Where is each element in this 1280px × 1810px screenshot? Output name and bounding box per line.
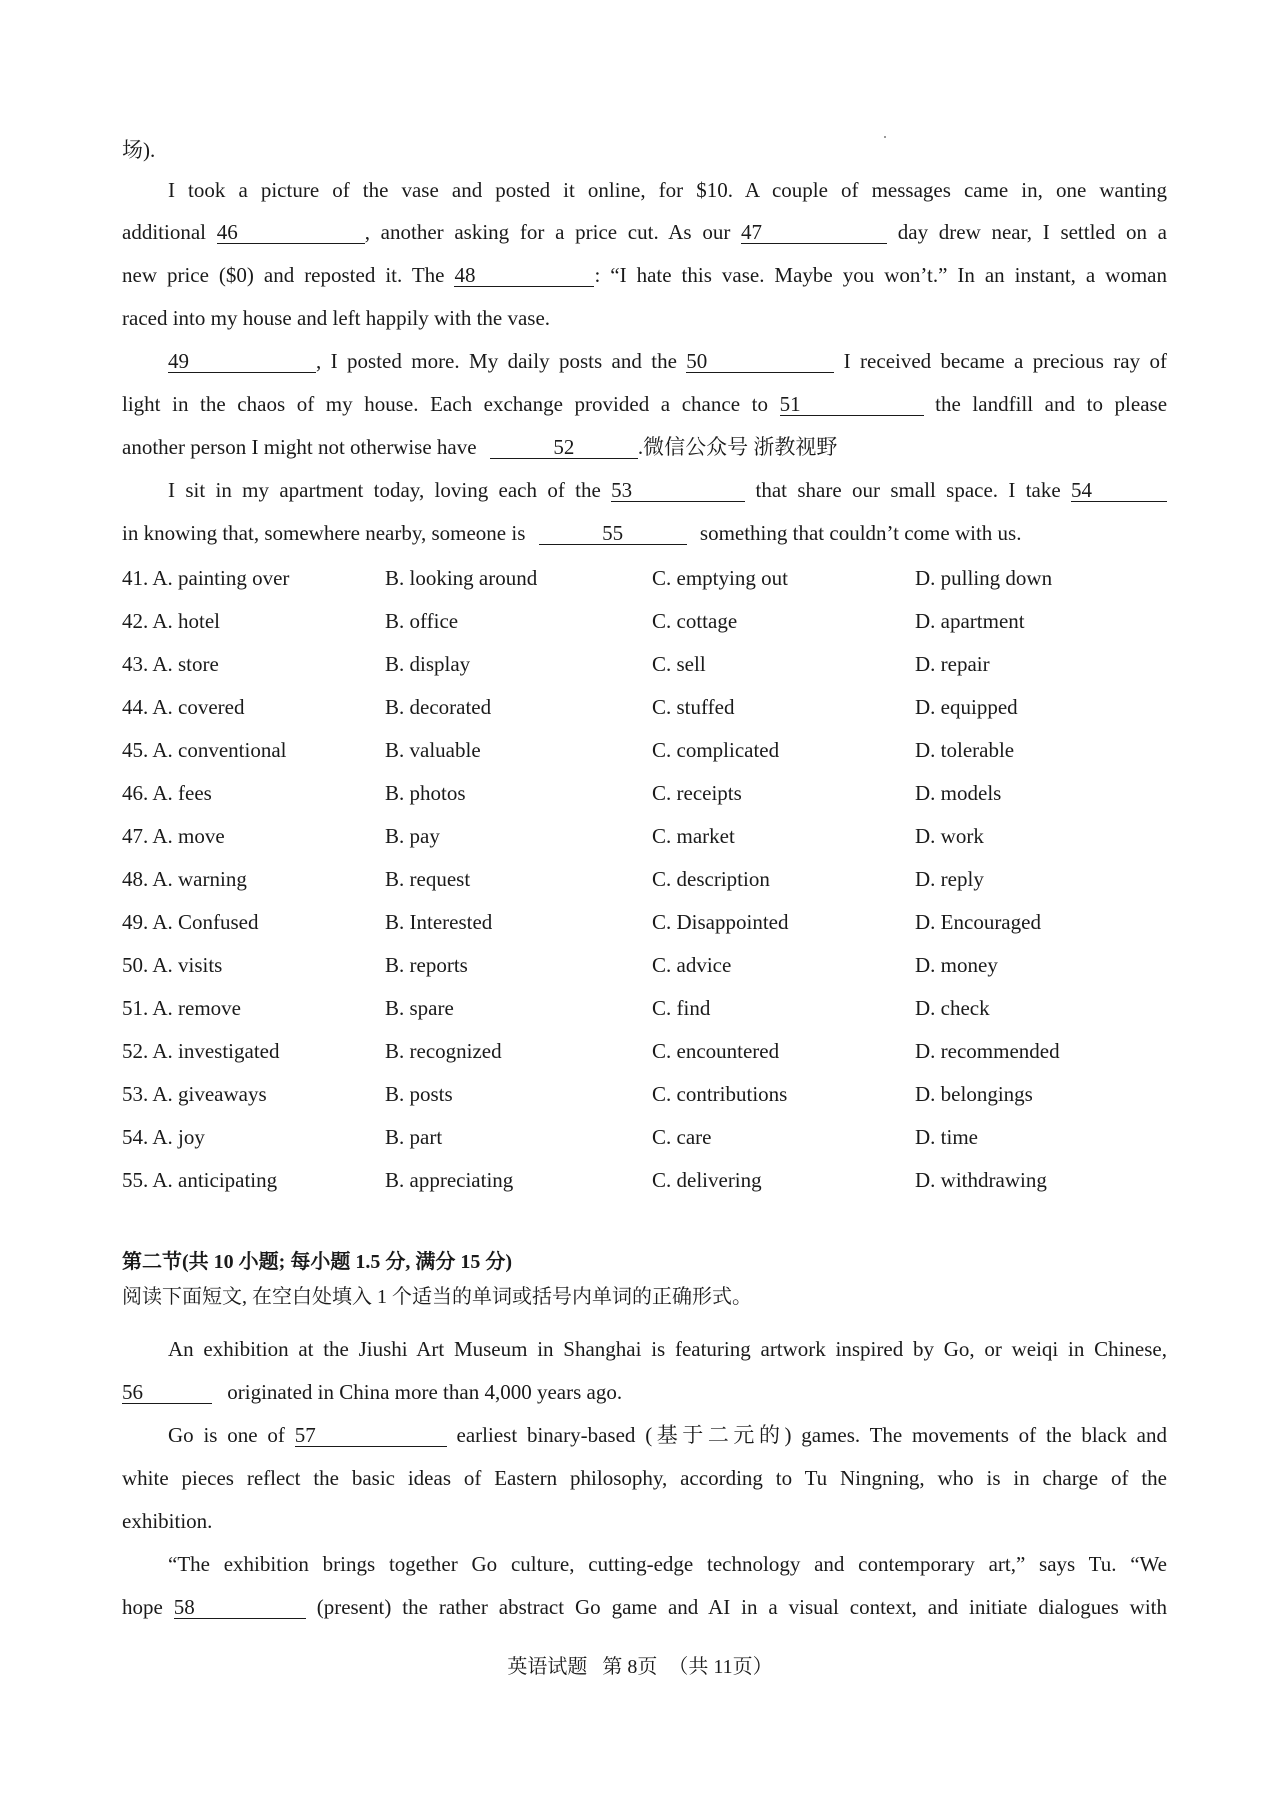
option-a: 48. A. warning (122, 867, 247, 891)
option-c: C. complicated (652, 738, 780, 762)
option-a: 51. A. remove (122, 996, 241, 1020)
option-c: C. find (652, 996, 711, 1020)
option-a: 44. A. covered (122, 695, 245, 719)
paragraph-text: (present) the rather abstract Go game and AI in a visual context, and initiate dialogues with (316, 1595, 1168, 1619)
paragraph-text: An exhibition at the Jiushi Art Museum in Shanghai is featuring artwork inspired by Go, or weiqi in Chinese, (168, 1337, 1167, 1361)
option-b: B. reports (385, 953, 468, 977)
option-c: C. stuffed (652, 695, 735, 719)
option-d: D. repair (915, 652, 990, 676)
watermark-text: .微信公众号 浙教视野 (637, 435, 838, 459)
option-d: D. check (915, 996, 990, 1020)
section-instruction: 阅读下面短文, 在空白处填入 1 个适当的单词或括号内单词的正确形式。 (122, 1286, 752, 1308)
paragraph-text: exhibition. (122, 1509, 213, 1533)
question-48 (122, 865, 1222, 893)
option-c: C. care (652, 1125, 712, 1149)
option-b: B. recognized (385, 1039, 502, 1063)
paragraph-text: that share our small space. I take (755, 478, 1061, 502)
blank-47: 47 (741, 221, 887, 244)
option-c: C. cottage (652, 609, 738, 633)
option-d: D. tolerable (915, 738, 1015, 762)
option-a: 41. A. painting over (122, 566, 290, 590)
option-a: 42. A. hotel (122, 609, 220, 633)
option-c: C. contributions (652, 1082, 788, 1106)
option-b: B. decorated (385, 695, 492, 719)
blank-58: 58 (174, 1596, 306, 1619)
blank-49: 49 (168, 350, 316, 373)
question-43 (122, 650, 1222, 678)
paragraph-line (122, 1507, 1167, 1535)
paragraph-text: new price ($0) and reposted it. The (122, 263, 445, 287)
passage-fragment (122, 136, 1167, 164)
blank-57: 57 (295, 1424, 447, 1447)
footer-subject: 英语试题 (507, 1656, 588, 1678)
option-d: D. Encouraged (915, 910, 1041, 934)
question-47 (122, 822, 1222, 850)
blank-50: 50 (686, 350, 834, 373)
paragraph-text: I received became a precious ray of (843, 349, 1167, 373)
option-d: D. money (915, 953, 998, 977)
paragraph-text: earliest binary-based (基于二元的) games. The movements of the black and (456, 1423, 1168, 1447)
blank-48: 48 (454, 264, 594, 287)
option-b: B. photos (385, 781, 466, 805)
option-a: 43. A. store (122, 652, 219, 676)
paragraph-line (122, 1593, 1167, 1621)
paragraph-text: raced into my house and left happily with the vase. (122, 306, 551, 330)
option-c: C. emptying out (652, 566, 788, 590)
option-a: 47. A. move (122, 824, 225, 848)
option-b: B. display (385, 652, 471, 676)
option-d: D. equipped (915, 695, 1018, 719)
option-d: D. work (915, 824, 984, 848)
question-54 (122, 1123, 1222, 1151)
paragraph-line (122, 218, 1167, 246)
option-b: B. pay (385, 824, 440, 848)
question-41 (122, 564, 1222, 592)
option-b: B. looking around (385, 566, 538, 590)
option-a: 46. A. fees (122, 781, 212, 805)
option-b: B. valuable (385, 738, 481, 762)
paragraph-line (122, 261, 1167, 289)
option-d: D. belongings (915, 1082, 1033, 1106)
option-a: 52. A. investigated (122, 1039, 280, 1063)
paragraph-line (122, 304, 1167, 332)
question-53 (122, 1080, 1222, 1108)
option-c: C. market (652, 824, 735, 848)
paragraph-line (122, 1378, 1167, 1406)
paragraph-text: day drew near, I settled on a (897, 220, 1168, 244)
option-a: 54. A. joy (122, 1125, 205, 1149)
option-b: B. office (385, 609, 459, 633)
option-b: B. appreciating (385, 1168, 514, 1192)
option-c: C. encountered (652, 1039, 780, 1063)
paragraph-line (122, 390, 1167, 418)
option-a: 49. A. Confused (122, 910, 259, 934)
option-c: C. receipts (652, 781, 742, 805)
footer-page-number: 第 8页 (602, 1656, 658, 1678)
paragraph-text: “The exhibition brings together Go culture, cutting-edge technology and contemporary art,” says Tu. “We (168, 1552, 1167, 1576)
option-c: C. description (652, 867, 770, 891)
paragraph-text: the landfill and to please (935, 392, 1168, 416)
option-d: D. recommended (915, 1039, 1060, 1063)
paragraph-text: I took a picture of the vase and posted it online, for $10. A couple of messages came in, one wanting (168, 178, 1167, 202)
option-b: B. request (385, 867, 471, 891)
option-d: D. pulling down (915, 566, 1053, 590)
option-b: B. spare (385, 996, 454, 1020)
paragraph-line (122, 433, 1167, 461)
paragraph-line (122, 347, 1167, 375)
paragraph-line (122, 476, 1167, 504)
question-52 (122, 1037, 1222, 1065)
option-c: C. sell (652, 652, 706, 676)
question-55 (122, 1166, 1222, 1194)
paragraph-line (122, 1464, 1167, 1492)
fragment-text: 场). (122, 138, 156, 162)
question-49 (122, 908, 1222, 936)
option-d: D. apartment (915, 609, 1025, 633)
question-42 (122, 607, 1222, 635)
blank-52: 52 (490, 436, 638, 459)
paragraph-line (122, 519, 1167, 547)
blank-55: 55 (539, 522, 687, 545)
footer-total-pages: （共 11页） (668, 1656, 773, 1678)
section-heading: 第二节(共 10 小题; 每小题 1.5 分, 满分 15 分) (122, 1251, 512, 1273)
question-46 (122, 779, 1222, 807)
option-a: 45. A. conventional (122, 738, 287, 762)
option-b: B. part (385, 1125, 443, 1149)
paragraph-text: another person I might not otherwise have (122, 435, 477, 459)
option-a: 50. A. visits (122, 953, 223, 977)
blank-51: 51 (780, 393, 924, 416)
option-d: D. withdrawing (915, 1168, 1047, 1192)
paragraph-text: additional (122, 220, 206, 244)
paragraph-text: , another asking for a price cut. As our (364, 220, 731, 244)
question-51 (122, 994, 1222, 1022)
question-50 (122, 951, 1222, 979)
blank-46: 46 (217, 221, 365, 244)
option-d: D. models (915, 781, 1002, 805)
paragraph-line (122, 1550, 1167, 1578)
paragraph-line (122, 176, 1167, 204)
paragraph-text: , I posted more. My daily posts and the (316, 349, 677, 373)
option-c: C. Disappointed (652, 910, 789, 934)
paragraph-text: in knowing that, somewhere nearby, someone is (122, 521, 526, 545)
blank-53: 53 (611, 479, 745, 502)
paragraph-text: white pieces reflect the basic ideas of Eastern philosophy, according to Tu Ningning, who is in charge of the (122, 1466, 1167, 1490)
option-a: 53. A. giveaways (122, 1082, 267, 1106)
paragraph-text: I sit in my apartment today, loving each of the (168, 478, 601, 502)
option-c: C. delivering (652, 1168, 762, 1192)
option-b: B. posts (385, 1082, 453, 1106)
paragraph-text: hope (122, 1595, 163, 1619)
option-b: B. Interested (385, 910, 493, 934)
paragraph-text: originated in China more than 4,000 years ago. (227, 1380, 623, 1404)
option-d: D. time (915, 1125, 978, 1149)
paragraph-text: light in the chaos of my house. Each exchange provided a chance to (122, 392, 768, 416)
question-45 (122, 736, 1222, 764)
option-d: D. reply (915, 867, 984, 891)
question-44 (122, 693, 1222, 721)
option-a: 55. A. anticipating (122, 1168, 278, 1192)
blank-54: 54 (1071, 479, 1167, 502)
paragraph-text: : “I hate this vase. Maybe you won’t.” In an instant, a woman (594, 263, 1168, 287)
paragraph-line (122, 1421, 1167, 1449)
blank-56: 56 (122, 1381, 212, 1404)
paragraph-text: Go is one of (168, 1423, 285, 1447)
page-footer (0, 1653, 1280, 1681)
paragraph-text: something that couldn’t come with us. (699, 521, 1022, 545)
paragraph-line (122, 1335, 1167, 1363)
option-c: C. advice (652, 953, 732, 977)
